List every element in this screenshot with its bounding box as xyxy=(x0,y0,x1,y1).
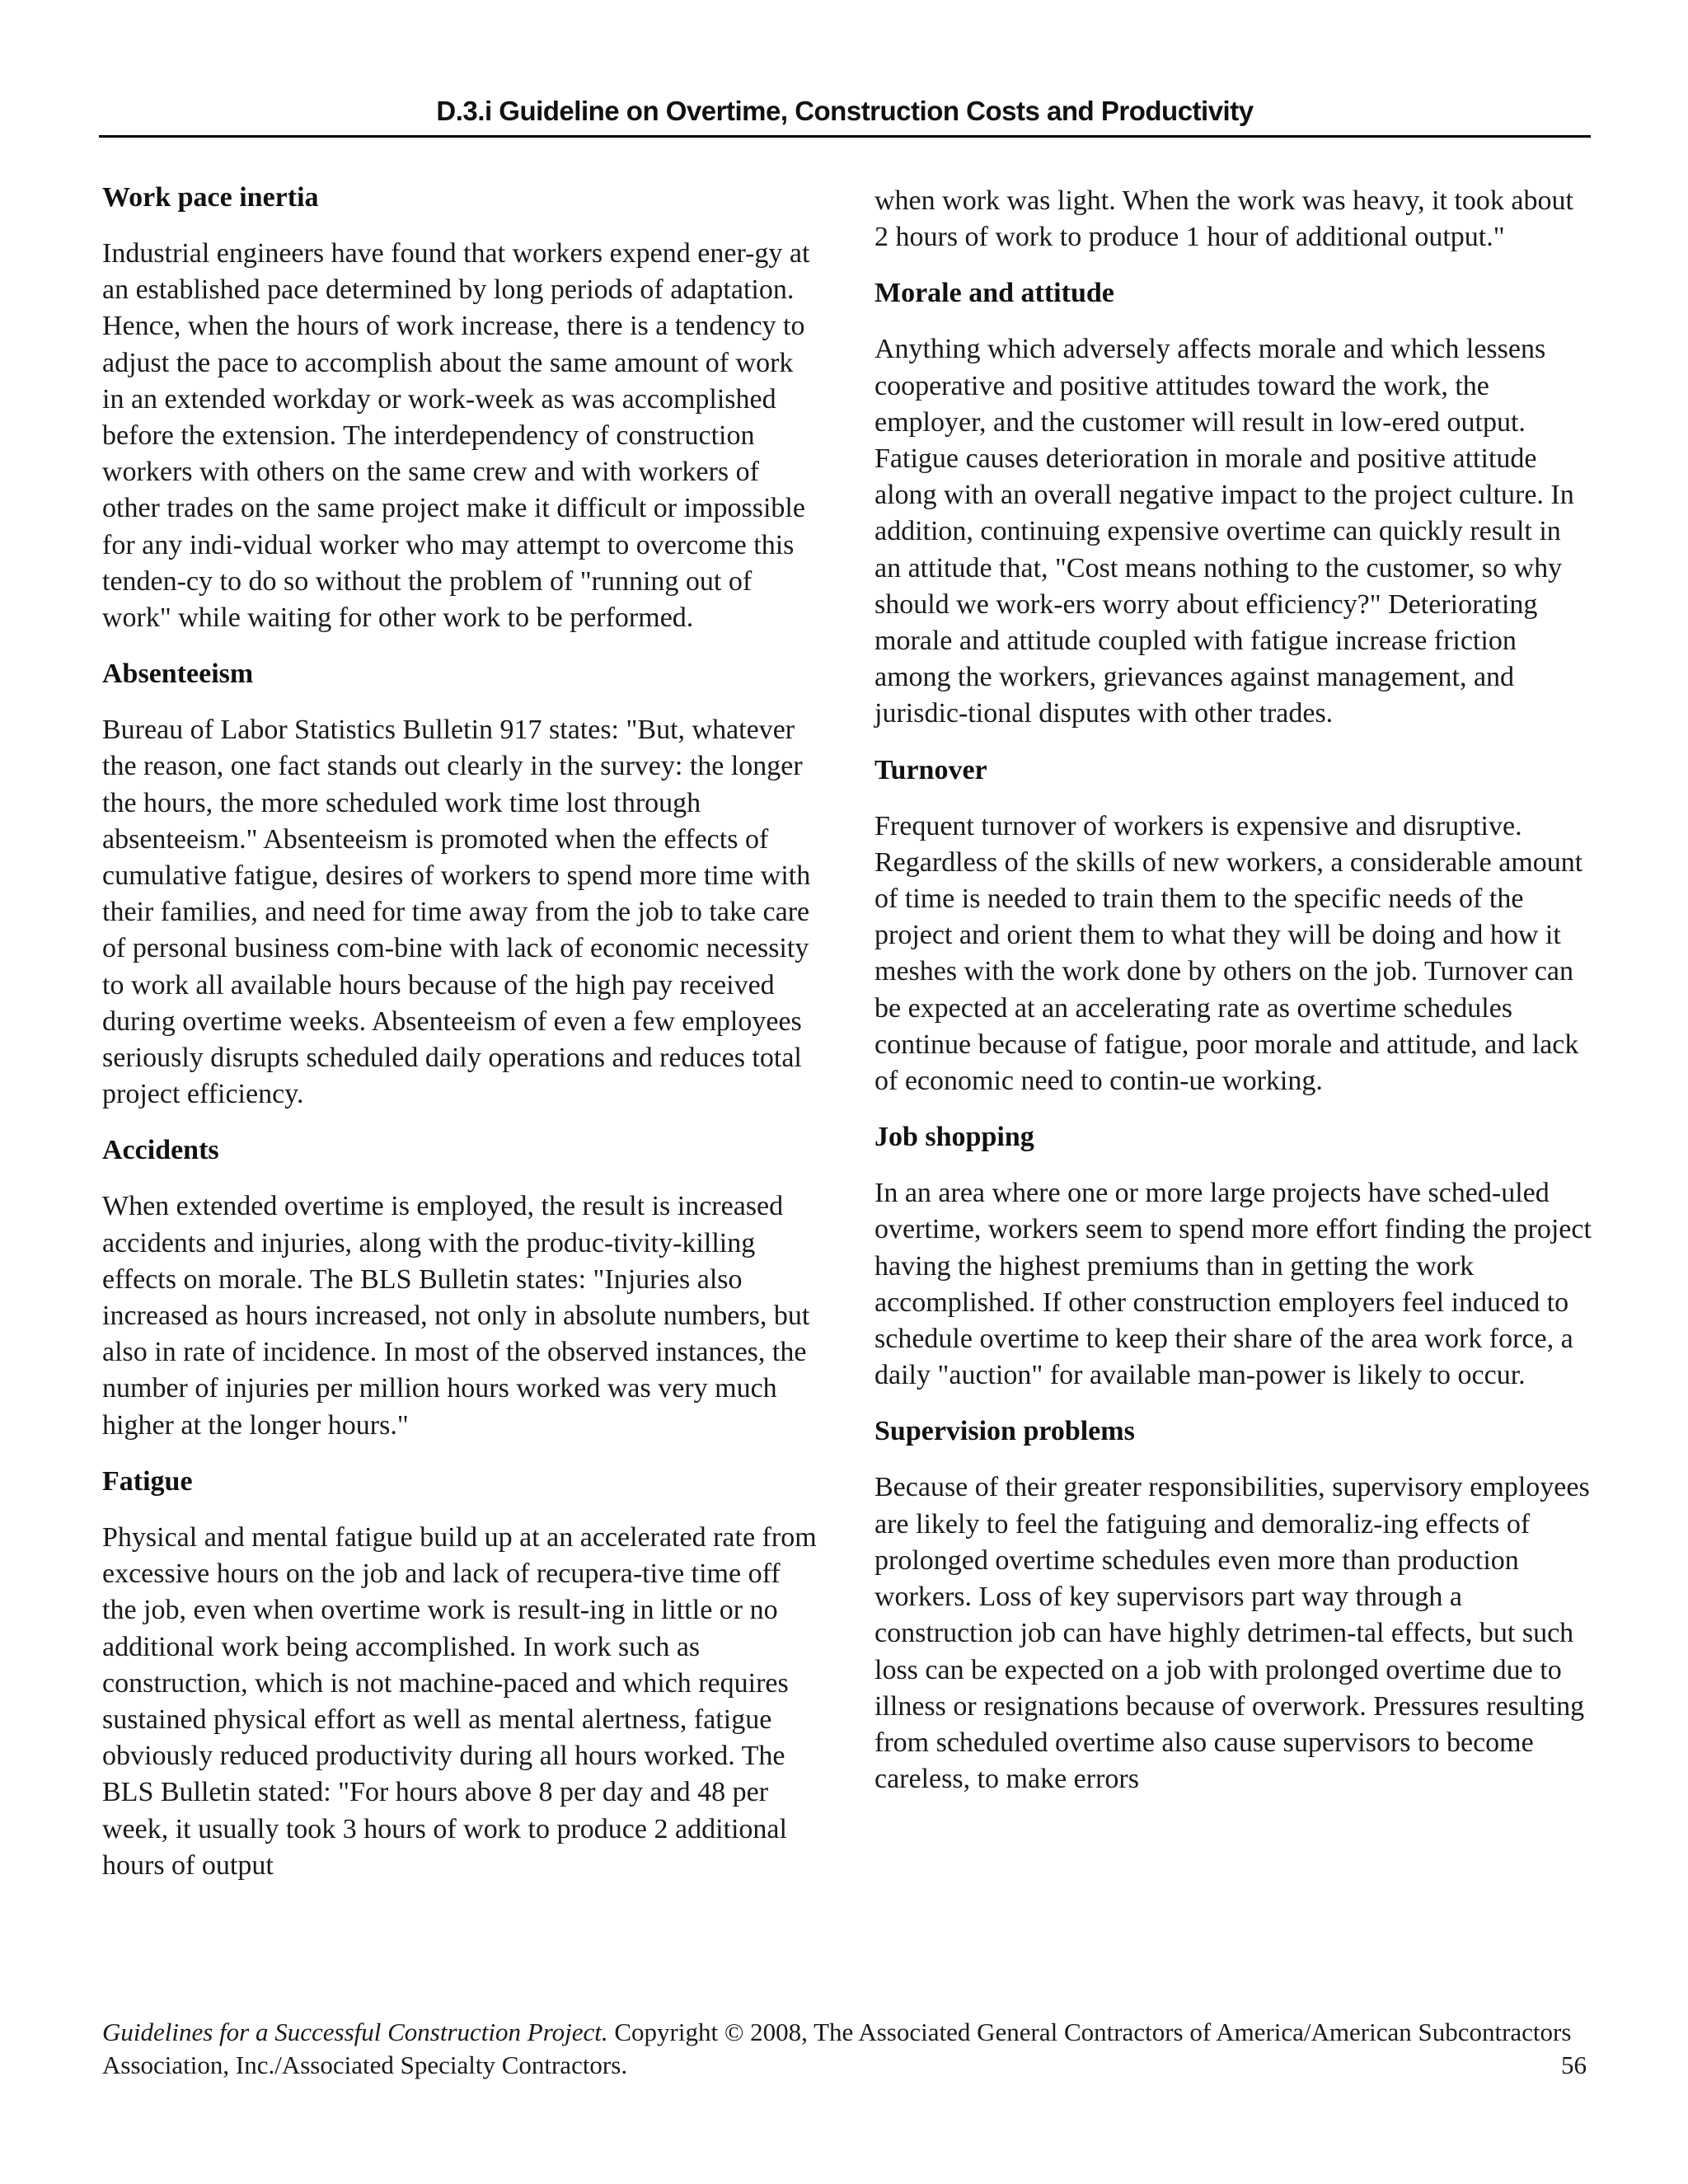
left-column xyxy=(102,180,819,1904)
section-heading: Fatigue xyxy=(102,1465,193,1497)
section-body: Physical and mental fatigue build up at an accelerated rate from excessive hours on the job and lack of recupera-tive time off the job, even when overtime work is result-ing in little or no additional work being accomplished. In work such as construction, which is not machine-paced and which requires sustained physical effort as well as mental alertness, fatigue obviously reduced productivity during all hours worked. The BLS Bulletin stated: "For hours above 8 per day and 48 per week, it usually took 3 hours of work to produce 2 additional hours of output xyxy=(102,1521,817,1881)
section-heading: Turnover xyxy=(874,754,987,785)
section-heading: Absenteeism xyxy=(102,658,254,690)
footer-book-title: Guidelines for a Successful Construction Project. xyxy=(102,2018,608,2046)
page-header xyxy=(99,92,1591,138)
right-column xyxy=(874,183,1592,1817)
page-footer xyxy=(102,2016,1586,2082)
section-body: When extended overtime is employed, the result is increased accidents and injuries, along with the produc-tivity-killing effects on morale. The BLS Bulletin states: "Injuries also increased as hours increased, not only in absolute numbers, but also in rate of incidence. In most of the observed instances, the number of injuries per million hours worked was very much higher at the longer hours." xyxy=(102,1191,810,1441)
section-body: Because of their greater responsibilities, supervisory employees are likely to feel the fatiguing and demoraliz-ing effects of prolonged overtime schedules even more than production workers. Loss of key supervisors part way through a construction job can have highly detrimen-tal effects, but such loss can be expected on a job with prolonged overtime due to illness or resignations because of overwork. Pressures resulting from scheduled overtime also cause supervisors to become careless, to make errors xyxy=(874,1472,1590,1795)
page-number: 56 xyxy=(1561,2050,1587,2079)
section-body: In an area where one or more large projects have sched-uled overtime, workers seem to spend more effort finding the project having the highest premiums than in getting the work accomplished. If other construction employers feel induced to schedule overtime to keep their share of the area work force, a daily "auction" for available man-power is likely to occur. xyxy=(874,1178,1592,1391)
section-heading: Morale and attitude xyxy=(874,278,1114,309)
section-heading: Supervision problems xyxy=(874,1416,1135,1447)
section-heading: Accidents xyxy=(102,1135,219,1166)
section-heading: Job shopping xyxy=(874,1122,1034,1153)
section-body: Anything which adversely affects morale and which lessens cooperative and positive attitudes toward the work, the employer, and the customer will result in low-ered output. Fatigue causes deterioration in morale and positive attitude along with an overall negative impact to the project culture. In addition, continuing expensive overtime can quickly result in an attitude that, "Cost means nothing to the customer, so why should we work-ers worry about efficiency?" Deteriorating morale and attitude coupled with fatigue increase friction among the workers, grievances against management, and jurisdic-tional disputes with other trades. xyxy=(874,334,1574,729)
section-body: Industrial engineers have found that workers expend ener-gy at an established pace determined by long periods of adaptation. Hence, when the hours of work increase, there is a tendency to adjust the pace to accomplish about the same amount of work in an extended workday or work-week as was accomplished before the extension. The interdependency of construction workers with others on the same crew and with workers of other trades on the same project make it difficult or impossible for any indi-vidual worker who may attempt to overcome this tenden-cy to do so without the problem of "running out of work" while waiting for other work to be performed. xyxy=(102,238,810,634)
section-heading: Work pace inertia xyxy=(102,182,319,213)
continued-paragraph: when work was light. When the work was heavy, it took about 2 hours of work to produce 1 hour of additional output." xyxy=(874,185,1573,253)
section-body: Bureau of Labor Statistics Bulletin 917 states: "But, whatever the reason, one fact stands out clearly in the survey: the longer the hours, the more scheduled work time lost through absenteeism." Absenteeism is promoted when the effects of cumulative fatigue, desires of workers to spend more time with their families, and need for time away from the job to take care of personal business com-bine with lack of economic necessity to work all available hours because of the high pay received during overtime weeks. Absenteeism of even a few employees seriously disrupts scheduled daily operations and reduces total project efficiency. xyxy=(102,715,811,1110)
header-title: D.3.i Guideline on Overtime, Construction Costs and Productivity xyxy=(436,96,1254,126)
footer-copyright: Copyright © 2008, The Associated General Contractors of America/American Subcontractors Association, Inc./Associated Specialty Contractors. xyxy=(102,2018,1572,2079)
section-body: Frequent turnover of workers is expensive and disruptive. Regardless of the skills of new workers, a considerable amount of time is needed to train them to the specific needs of the project and orient them to what they will be doing and how it meshes with the work done by others on the job. Turnover can be expected at an accelerating rate as overtime schedules continue because of fatigue, poor morale and attitude, and lack of economic need to contin-ue working. xyxy=(874,810,1583,1097)
